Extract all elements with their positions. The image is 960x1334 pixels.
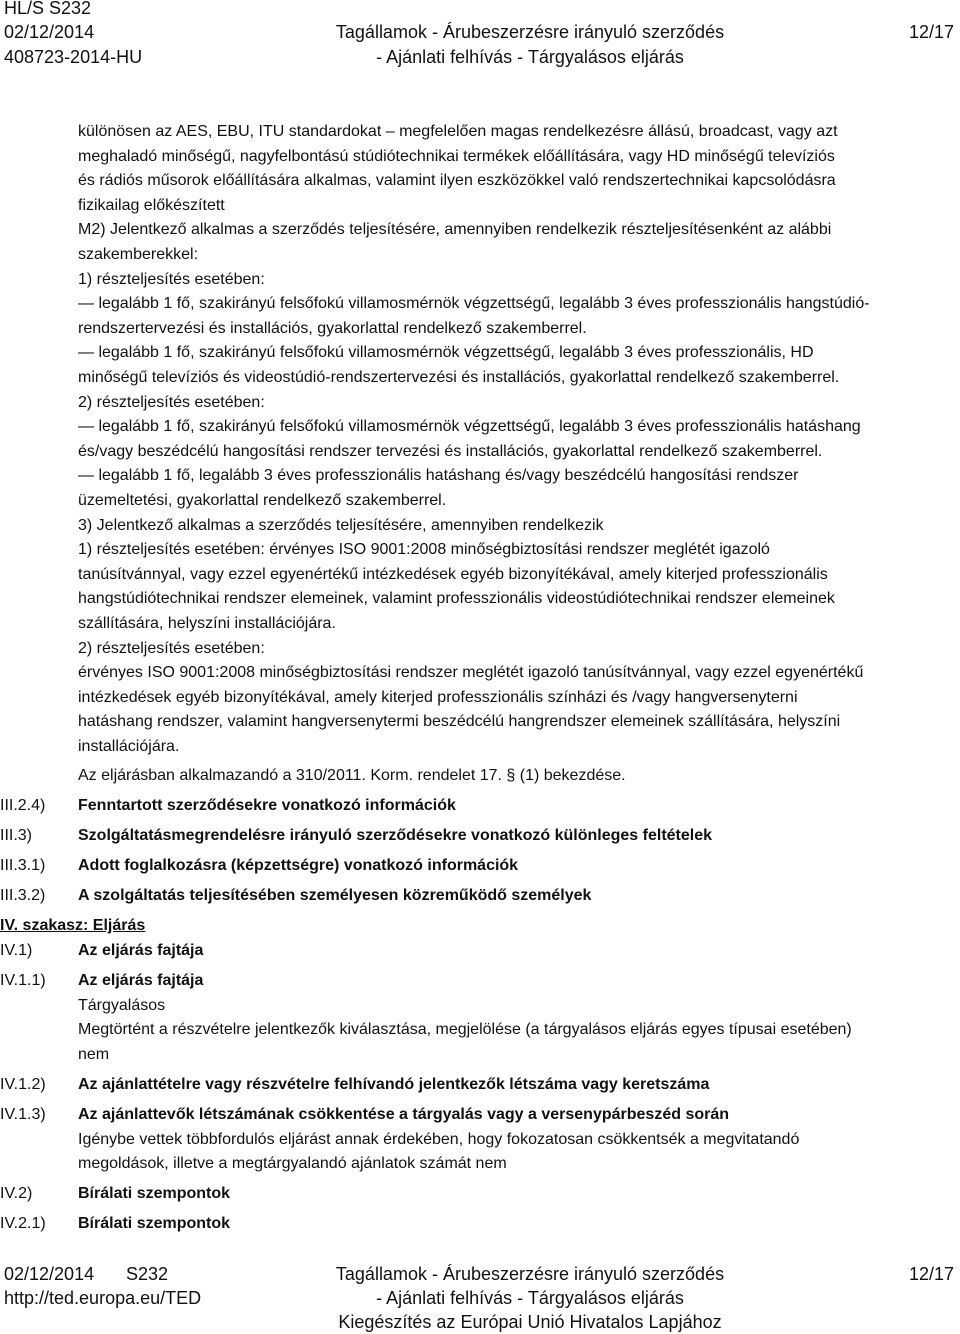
text-line: 1) részteljesítés esetében:: [78, 270, 265, 288]
section-title: Az eljárás fajtája: [78, 972, 204, 989]
header-title-1: Tagállamok - Árubeszerzésre irányuló szerződés: [335, 22, 725, 42]
section-title: Az ajánlattételre vagy részvételre felhívandó jelentkezők létszáma vagy keretszáma: [78, 1076, 710, 1093]
section-number: IV.1.1): [0, 972, 46, 989]
text-line: szállítására, helyszíni installációjára.: [78, 615, 336, 632]
section-number: III.3): [0, 827, 33, 844]
footer-series: S232: [126, 1264, 169, 1284]
text-line: rendszertervezési és installációs, gyakorlattal rendelkező szakemberrel.: [78, 319, 587, 337]
header-date: 02/12/2014: [4, 22, 95, 42]
text-line: hatáshang rendszer, valamint hangversenytermi beszédcélú hangrendszer elemeinek szállítására, helyszíni: [78, 713, 841, 731]
footer-url[interactable]: http://ted.europa.eu/TED: [4, 1288, 202, 1308]
text-line: és rádiós műsorok előállítására alkalmas, valamint ilyen eszközökkel való rendszertechnikai kapcsolódásra: [78, 172, 836, 190]
text-line: 3) Jelentkező alkalmas a szerződés teljesítésére, amennyiben rendelkezik: [78, 516, 604, 534]
section-title: Adott foglalkozásra (képzettségre) vonatkozó információk: [78, 857, 519, 874]
footer-title-1: Tagállamok - Árubeszerzésre irányuló szerződés: [335, 1264, 725, 1284]
footer-title-3: Kiegészítés az Európai Unió Hivatalos Lapjához: [338, 1312, 722, 1332]
section-number: III.2.4): [0, 797, 46, 814]
section-number: IV.2): [0, 1185, 33, 1202]
text-line: Az eljárásban alkalmazandó a 310/2011. Korm. rendelet 17. § (1) bekezdése.: [78, 767, 626, 784]
text-line: meghaladó minőségű, nagyfelbontású stúdiótechnikai termékek előállítására, vagy HD minőségű televíziós: [78, 147, 835, 165]
section-title: A szolgáltatás teljesítésében személyesen közreműködő személyek: [78, 887, 592, 904]
text-line: érvényes ISO 9001:2008 minőségbiztosítási rendszer meglétét igazoló tanúsítvánnyal, vagy ezzel egyenértékű: [78, 664, 864, 682]
page-footer: [0, 1262, 960, 1334]
text-line: nem: [78, 1045, 110, 1063]
text-line: különösen az AES, EBU, ITU standardokat – megfelelően magas rendelkezésre állású, broadcast, vagy azt: [78, 123, 838, 140]
text-line: tanúsítvánnyal, vagy ezzel egyenértékű intézkedések egyéb bizonyítékával, amely kiterjed professzionális: [78, 565, 828, 583]
section-number: IV.1.3): [0, 1106, 46, 1123]
text-line: 2) részteljesítés esetében:: [78, 393, 265, 411]
text-line: hangstúdiótechnikai rendszer elemeinek, valamint professzionális videostúdiótechnikai rendszer elemeinek: [78, 590, 835, 608]
text-line: — legalább 1 fő, szakirányú felsőfokú villamosmérnök végzettségű, legalább 3 éves professzionális hangstúdió-: [78, 295, 870, 313]
section-title: Fenntartott szerződésekre vonatkozó információk: [78, 797, 456, 814]
text-line: — legalább 1 fő, szakirányú felsőfokú villamosmérnök végzettségű, legalább 3 éves professzionális, HD: [78, 344, 814, 362]
text-line: Igénybe vettek többfordulós eljárást annak érdekében, hogy fokozatosan csökkentsék a megvitatandó: [78, 1130, 800, 1148]
section-title: Az eljárás fajtája: [78, 942, 204, 959]
part-heading: IV. szakasz: Eljárás: [0, 917, 146, 934]
text-line: fizikailag előkészített: [78, 196, 225, 214]
text-line: M2) Jelentkező alkalmas a szerződés teljesítésére, amennyiben rendelkezik részteljesítésenként az alábbi: [78, 221, 832, 239]
text-line: 1) részteljesítés esetében: érvényes ISO 9001:2008 minőségbiztosítási rendszer meglétét igazoló: [78, 541, 770, 559]
text-line: installációjára.: [78, 738, 180, 755]
footer-page: 12/17: [908, 1264, 954, 1284]
text-line: és/vagy beszédcélú hangosítási rendszer tervezési és installációs, gyakorlattal rendelkező szakemberrel.: [78, 442, 823, 460]
footer-title-2: - Ajánlati felhívás - Tárgyalásos eljárás: [376, 1288, 684, 1308]
text-line: szakemberekkel:: [78, 246, 199, 263]
text-line: intézkedések egyéb bizonyítékával, amely kiterjed professzionális színházi és /vagy hangversenyterni: [78, 688, 798, 706]
section-number: III.3.2): [0, 887, 46, 904]
section-title: Az ajánlattevők létszámának csökkentése a tárgyalás vagy a versenypárbeszéd során: [78, 1106, 730, 1123]
text-line: minőségű televíziós és videostúdió-rendszertervezési és installációs, gyakorlattal rendelkező szakemberrel.: [78, 369, 840, 386]
header-ref: 408723-2014-HU: [4, 47, 143, 67]
section-title: Bírálati szempontok: [78, 1185, 231, 1202]
section-title: Szolgáltatásmegrendelésre irányuló szerződésekre vonatkozó különleges feltételek: [78, 827, 713, 844]
text-line: üzemeltetési, gyakorlattal rendelkező szakemberrel.: [78, 492, 447, 509]
footer-date: 02/12/2014: [4, 1264, 95, 1284]
section-number: IV.2.1): [0, 1215, 46, 1232]
procedure-type-value: Tárgyalásos: [78, 996, 166, 1014]
header-title-2: - Ajánlati felhívás - Tárgyalásos eljárás: [376, 47, 684, 67]
header-page: 12/17: [908, 22, 954, 42]
text-line: — legalább 1 fő, legalább 3 éves professzionális hatáshang és/vagy beszédcélú hangosítási rendszer: [78, 467, 799, 485]
text-line: Megtörtént a részvételre jelentkezők kiválasztása, megjelölése (a tárgyalásos eljárás egyes típusai esetében): [78, 1021, 852, 1039]
section-number: IV.1.2): [0, 1076, 46, 1093]
section-number: IV.1): [0, 942, 33, 959]
text-line: 2) részteljesítés esetében:: [78, 639, 265, 657]
section-title: Bírálati szempontok: [78, 1215, 231, 1232]
text-line: — legalább 1 fő, szakirányú felsőfokú villamosmérnök végzettségű, legalább 3 éves professzionális hatáshang: [78, 418, 861, 436]
text-line: megoldások, illetve a megtárgyalandó ajánlatok számát nem: [78, 1155, 507, 1173]
doc-id: HL/S S232: [4, 0, 92, 18]
section-number: III.3.1): [0, 857, 46, 874]
page-header: [0, 0, 960, 70]
